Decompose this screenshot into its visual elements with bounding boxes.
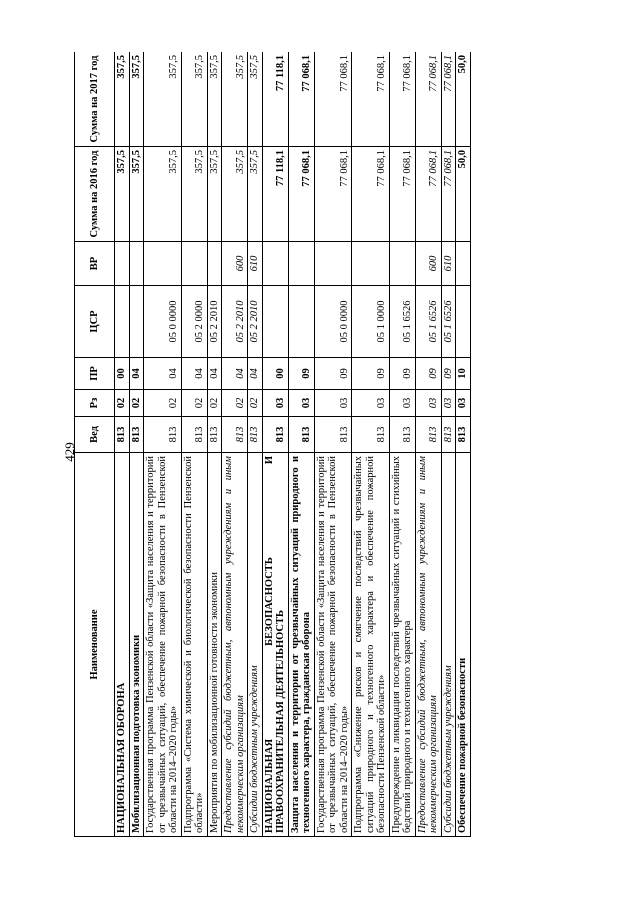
row-vr [115,242,130,286]
row-ved: 813 [144,417,182,453]
table-row [144,52,182,837]
table-row [262,52,288,837]
row-pr: 09 [288,358,314,390]
row-csr: 05 0 0000 [144,286,182,358]
header-sum-2016: Сумма на 2016 год [75,147,115,242]
row-csr [129,286,144,358]
row-sum-2016: 77 118,1 [262,147,288,242]
row-ved: 813 [262,417,288,453]
row-csr: 05 1 6526 [415,286,441,358]
row-name-part: НАЦИОНАЛЬНАЯ [263,738,275,833]
row-pr: 10 [456,358,471,390]
row-vr [314,242,352,286]
row-name: Государственная программа Пензенской области «Защита населения и территорий от чрезвычайных ситуаций, обеспечение пожарной безопасности в Пензенской области на 2014–2020 годы» [314,453,352,837]
row-ved: 813 [181,417,207,453]
row-pr: 00 [262,358,288,390]
row-vr [129,242,144,286]
row-vr [262,242,288,286]
row-rz: 03 [415,390,441,417]
row-sum-2017: 77 068,1 [352,52,390,147]
header-vr: ВР [75,242,115,286]
rotated-table-frame [74,52,584,837]
table-container [74,52,584,837]
row-rz: 02 [129,390,144,417]
header-row [75,52,115,837]
row-sum-2016: 77 068,1 [352,147,390,242]
table-row [441,52,456,837]
table-row [207,52,222,837]
row-vr: 600 [222,242,248,286]
page-number: 429 [62,442,77,462]
table-row [222,52,248,837]
row-sum-2016: 357,5 [115,147,130,242]
row-sum-2017: 77 068,1 [288,52,314,147]
row-csr: 05 2 0000 [181,286,207,358]
table-row [415,52,441,837]
row-pr: 09 [415,358,441,390]
row-name: Субсидии бюджетным учреждениям [248,453,263,837]
row-ved: 813 [441,417,456,453]
row-pr: 09 [352,358,390,390]
row-ved: 813 [389,417,415,453]
row-csr [262,286,288,358]
row-name-part: И [263,456,275,465]
row-sum-2017: 357,5 [129,52,144,147]
row-vr: 610 [441,242,456,286]
row-ved: 813 [456,417,471,453]
row-name: Защита населения и территории от чрезвычайных ситуаций природного и техногенного характера, гражданская оборона [288,453,314,837]
row-name-part: ПРАВООХРАНИТЕЛЬНАЯ ДЕЯТЕЛЬНОСТЬ [275,610,286,833]
row-rz: 02 [115,390,130,417]
table-row [248,52,263,837]
row-csr: 05 2 2010 [207,286,222,358]
row-sum-2016: 77 068,1 [314,147,352,242]
budget-table [74,52,471,837]
row-pr: 04 [144,358,182,390]
row-sum-2016: 77 068,1 [389,147,415,242]
row-sum-2017: 357,5 [207,52,222,147]
row-sum-2017: 50,0 [456,52,471,147]
row-ved: 813 [314,417,352,453]
row-pr: 04 [181,358,207,390]
header-sum-2017: Сумма на 2017 год [75,52,115,147]
row-sum-2016: 50,0 [456,147,471,242]
row-pr: 04 [248,358,263,390]
row-csr [288,286,314,358]
row-name: Подпрограмма «Система химической и биологической безопасности Пензенской области» [181,453,207,837]
row-sum-2016: 357,5 [181,147,207,242]
table-row [456,52,471,837]
row-sum-2017: 77 068,1 [441,52,456,147]
row-name: Обеспечение пожарной безопасности [456,453,471,837]
row-sum-2017: 77 068,1 [389,52,415,147]
table-row [129,52,144,837]
row-name: Предоставление субсидий бюджетным, автономным учреждениям и иным некоммерческим организациям [415,453,441,837]
row-vr: 610 [248,242,263,286]
table-row [314,52,352,837]
row-ved: 813 [288,417,314,453]
row-pr: 00 [115,358,130,390]
header-rz: Рз [75,390,115,417]
row-name: Государственная программа Пензенской области «Защита населения и территорий от чрезвычайных ситуаций, обеспечение пожарной безопасности в Пензенской области на 2014–2020 годы» [144,453,182,837]
row-sum-2017: 357,5 [248,52,263,147]
row-name: Подпрограмма «Снижение рисков и смягчение последствий чрезвычайных ситуаций природного и техногенного характера и обеспечение пожарной безопасности Пензенской области» [352,453,390,837]
row-sum-2016: 357,5 [144,147,182,242]
row-vr [144,242,182,286]
row-ved: 813 [207,417,222,453]
table-row [288,52,314,837]
row-csr: 05 1 6526 [441,286,456,358]
row-vr [456,242,471,286]
row-vr [207,242,222,286]
table-row [181,52,207,837]
row-sum-2016: 357,5 [222,147,248,242]
row-rz: 03 [314,390,352,417]
row-name: Мероприятия по мобилизационной готовности экономики [207,453,222,837]
row-sum-2016: 357,5 [129,147,144,242]
row-sum-2017: 357,5 [222,52,248,147]
row-rz: 02 [207,390,222,417]
row-sum-2017: 357,5 [144,52,182,147]
row-sum-2017: 357,5 [181,52,207,147]
row-rz: 03 [441,390,456,417]
table-row [352,52,390,837]
row-rz: 02 [181,390,207,417]
row-sum-2017: 77 118,1 [262,52,288,147]
row-vr: 600 [415,242,441,286]
row-pr: 09 [389,358,415,390]
row-csr: 05 2 2010 [248,286,263,358]
row-vr [389,242,415,286]
row-sum-2016: 77 068,1 [415,147,441,242]
row-ved: 813 [415,417,441,453]
row-rz: 02 [248,390,263,417]
row-sum-2016: 77 068,1 [441,147,456,242]
row-name [262,453,288,837]
row-sum-2017: 77 068,1 [415,52,441,147]
row-sum-2016: 77 068,1 [288,147,314,242]
row-sum-2016: 357,5 [207,147,222,242]
header-csr: ЦСР [75,286,115,358]
row-vr [181,242,207,286]
row-csr [115,286,130,358]
row-sum-2017: 357,5 [115,52,130,147]
row-vr [288,242,314,286]
row-sum-2017: 77 068,1 [314,52,352,147]
table-row [115,52,130,837]
header-name: Наименование [75,453,115,837]
row-csr: 05 0 0000 [314,286,352,358]
header-pr: ПР [75,358,115,390]
row-csr [456,286,471,358]
row-name: Субсидии бюджетным учреждениям [441,453,456,837]
row-rz: 02 [144,390,182,417]
row-ved: 813 [129,417,144,453]
row-ved: 813 [222,417,248,453]
header-ved: Вед [75,417,115,453]
row-name-part: БЕЗОПАСНОСТЬ [263,557,275,646]
row-sum-2016: 357,5 [248,147,263,242]
row-rz: 03 [456,390,471,417]
row-pr: 09 [441,358,456,390]
row-csr: 05 1 6526 [389,286,415,358]
row-name: Предупреждение и ликвидация последствий чрезвычайных ситуаций и стихийных бедствий природного и техногенного характера [389,453,415,837]
row-name: Мобилизационная подготовка экономики [129,453,144,837]
row-vr [352,242,390,286]
row-pr: 04 [129,358,144,390]
row-rz: 03 [262,390,288,417]
row-ved: 813 [352,417,390,453]
row-ved: 813 [115,417,130,453]
row-ved: 813 [248,417,263,453]
row-name: Предоставление субсидий бюджетным, автономным учреждениям и иным некоммерческим организациям [222,453,248,837]
row-rz: 02 [222,390,248,417]
row-rz: 03 [389,390,415,417]
row-pr: 04 [222,358,248,390]
row-pr: 04 [207,358,222,390]
table-row [389,52,415,837]
row-csr: 05 2 2010 [222,286,248,358]
row-rz: 03 [352,390,390,417]
row-rz: 03 [288,390,314,417]
row-csr: 05 1 0000 [352,286,390,358]
table-body [115,52,471,837]
row-name: НАЦИОНАЛЬНАЯ ОБОРОНА [115,453,130,837]
row-pr: 09 [314,358,352,390]
